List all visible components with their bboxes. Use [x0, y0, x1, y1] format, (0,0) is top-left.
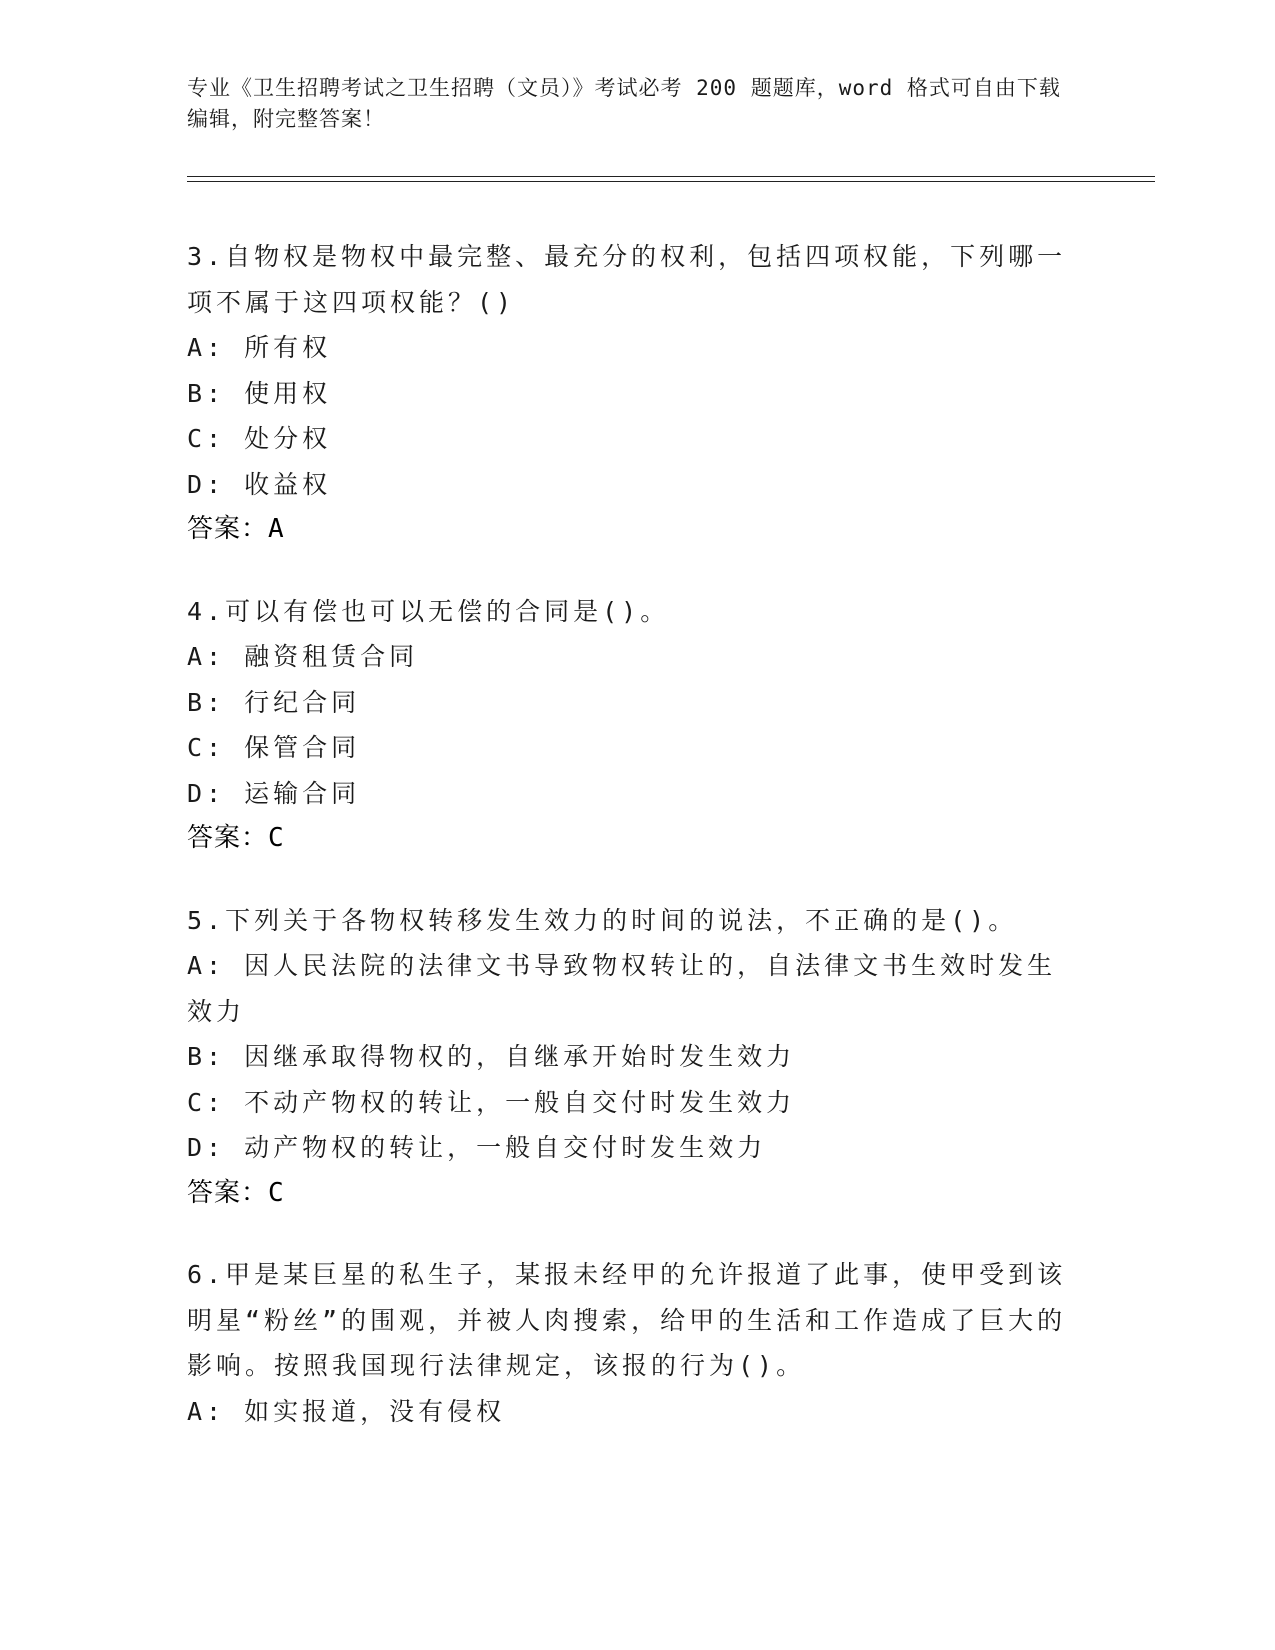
option-b: B: 行纪合同	[187, 687, 361, 717]
answer-label: 答案：	[187, 823, 269, 853]
option-c: C: 保管合同	[187, 733, 361, 762]
header-divider	[187, 176, 1155, 182]
option-a: A: 所有权	[187, 333, 332, 362]
question-6	[187, 1252, 1067, 1434]
answer-label: 答案：	[187, 514, 269, 544]
answer-value: A	[268, 514, 285, 544]
question-5	[187, 898, 1067, 1217]
answer-line	[187, 1171, 1067, 1217]
question-stem: 5.下列关于各物权转移发生效力的时间的说法，不正确的是()。	[187, 905, 1018, 935]
question-list	[187, 234, 1067, 1470]
option-a: A: 因人民法院的法律文书导致物权转让的，自法律文书生效时发生效力	[187, 951, 1057, 1026]
question-3	[187, 234, 1067, 553]
option-c: C: 处分权	[187, 424, 332, 453]
option-a: A: 融资租赁合同	[187, 642, 419, 671]
option-c: C: 不动产物权的转让，一般自交付时发生效力	[187, 1087, 796, 1117]
option-d: D: 收益权	[187, 469, 332, 499]
question-stem: 3.自物权是物权中最完整、最充分的权利，包括四项权能，下列哪一项不属于这四项权能？()	[187, 242, 1067, 317]
answer-label: 答案：	[187, 1177, 269, 1208]
option-d: D: 运输合同	[187, 778, 361, 808]
answer-line	[187, 816, 1067, 862]
option-a: A: 如实报道，没有侵权	[187, 1396, 506, 1426]
option-b: B: 使用权	[187, 378, 332, 408]
answer-value: C	[268, 823, 285, 853]
option-b: B: 因继承取得物权的，自继承开始时发生效力	[187, 1042, 796, 1071]
option-d: D: 动产物权的转让，一般自交付时发生效力	[187, 1133, 767, 1162]
answer-value: C	[268, 1177, 285, 1208]
question-4	[187, 589, 1067, 862]
document-header: 专业《卫生招聘考试之卫生招聘（文员）》考试必考 200 题题库，word 格式可自由下载编辑，附完整答案！	[187, 76, 1061, 131]
answer-line	[187, 507, 1067, 553]
question-stem: 6.甲是某巨星的私生子，某报未经甲的允许报道了此事，使甲受到该明星“粉丝”的围观，并被人肉搜索，给甲的生活和工作造成了巨大的影响。按照我国现行法律规定，该报的行为()。	[187, 1260, 1067, 1380]
question-stem: 4.可以有偿也可以无偿的合同是()。	[187, 596, 670, 626]
